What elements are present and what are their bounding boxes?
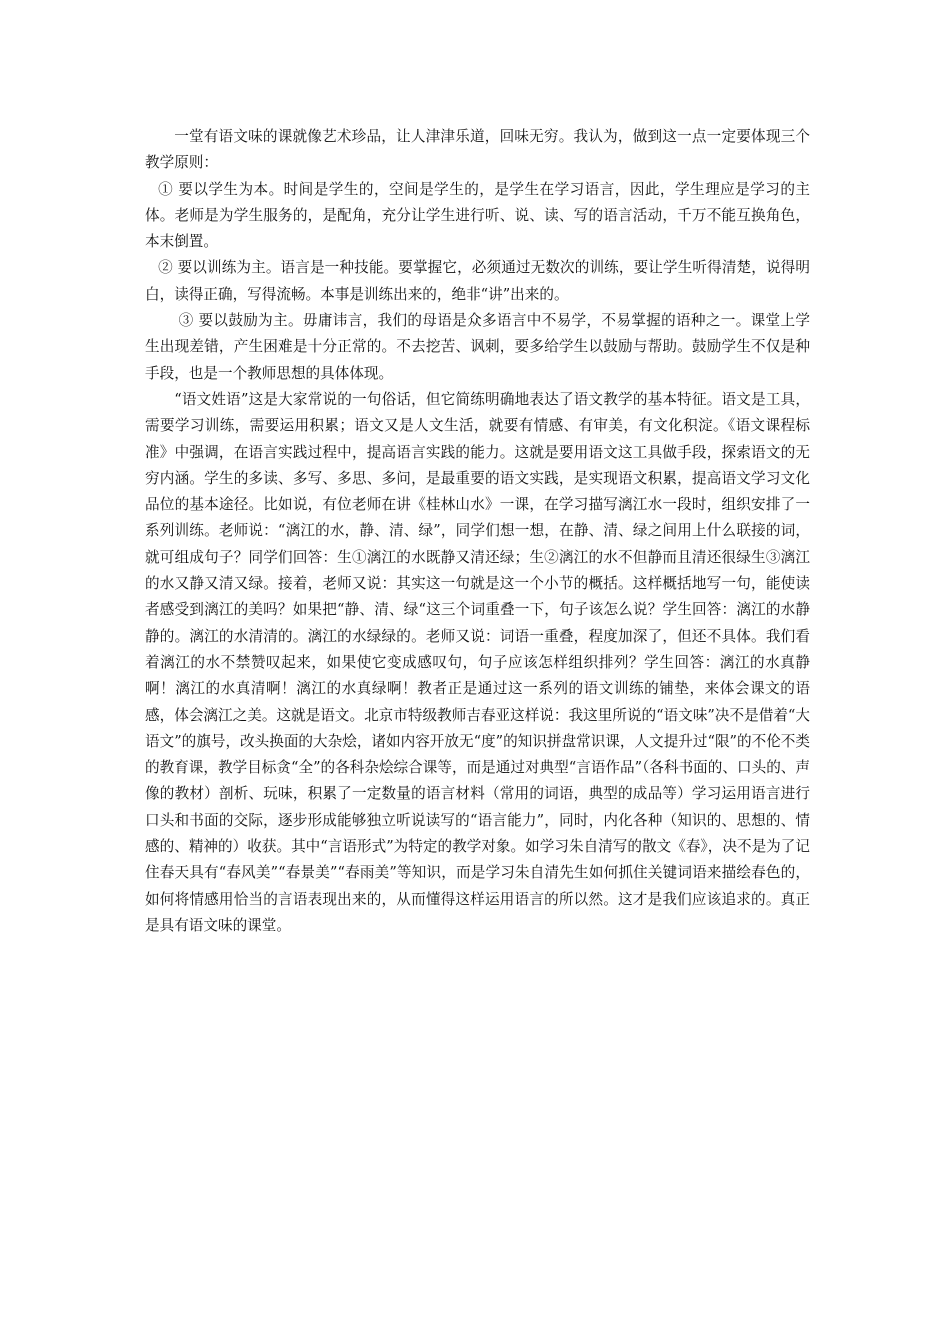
principle-1-paragraph: ① 要以学生为本。时间是学生的，空间是学生的，是学生在学习语言，因此，学生理应是学习的主体。老师是为学生服务的，是配角，充分让学生进行听、说、读、写的语言活动，千万不能互换角色，本末倒置。 bbox=[145, 180, 810, 251]
main-discussion-paragraph: “语文姓语”这是大家常说的一句俗话，但它简练明确地表达了语文教学的基本特征。语文是工具，需要学习训练，需要运用积累；语文又是人文生活，就要有情感、有审美，有文化积淀。《语文课程标准》中强调，在语言实践过程中，提高语言实践的能力。这就是要用语文这工具做手段，探索语文的无穷内涵。学生的多读、多写、多思、多问，是最重要的语文实践，是实现语文积累，提高语文学习文化品位的基本途径。比如说，有位老师在讲《桂林山水》一课，在学习描写漓江水一段时，组织安排了一系列训练。老师说：“漓江的水，静、清、绿”，同学们想一想，在静、清、绿之间用上什么联接的词，就可组成句子？同学们回答：生①漓江的水既静又清还绿；生②漓江的水不但静而且清还很绿生③漓江的水又静又清又绿。接着，老师又说：其实这一句就是这一个小节的概括。这样概括地写一句，能使读者感受到漓江的美吗？如果把“静、清、绿“这三个词重叠一下，句子该怎么说？学生回答：漓江的水静静的。漓江的水清清的。漓江的水绿绿的。老师又说：词语一重叠，程度加深了，但还不具体。我们看着漓江的水不禁赞叹起来，如果使它变成感叹句，句子应该怎样组织排列？学生回答：漓江的水真静啊！漓江的水真清啊！漓江的水真绿啊！教者正是通过这一系列的语文训练的铺垫，来体会课文的语感，体会漓江之美。这就是语文。北京市特级教师吉春亚这样说：我这里所说的“语文味”决不是借着“大语文”的旗号，改头换面的大杂烩，诸如内容开放无“度”的知识拼盘常识课，人文提升过“限”的不伦不类的教育课，教学目标贪“全”的各科杂烩综合课等，而是通过对典型“言语作品”（各科书面的、口头的、声像的教材）剖析、玩味，积累了一定数量的语言材料（常用的词语，典型的成品等）学习运用语言进行口头和书面的交际，逐步形成能够独立听说读写的“语言能力”，同时，内化各种（知识的、思想的、情感的、精神的）收获。其中“言语形式”为特定的教学对象。如学习朱自清写的散文《春》，决不是为了记住春天具有“春风美”“春景美”“春雨美”等知识，而是学习朱自清先生如何抓住关键词语来描绘春色的，如何将情感用恰当的言语表现出来的，从而懂得这样运用语言的所以然。这才是我们应该追求的。真正是具有语文味的课堂。 bbox=[145, 390, 810, 934]
principle-3-paragraph: ③ 要以鼓励为主。毋庸讳言，我们的母语是众多语言中不易学，不易掌握的语种之一。课堂上学生出现差错，产生困难是十分正常的。不去挖苦、讽刺，要多给学生以鼓励与帮助。鼓励学生不仅是种手段，也是一个教师思想的具体体现。 bbox=[145, 312, 810, 382]
intro-paragraph: 一堂有语文味的课就像艺术珍品，让人津津乐道，回味无穷。我认为，做到这一点一定要体现三个教学原则： bbox=[145, 128, 810, 172]
principle-2-paragraph: ② 要以训练为主。语言是一种技能。要掌握它，必须通过无数次的训练，要让学生听得清楚，说得明白，读得正确，写得流畅。本事是训练出来的，绝非“讲”出来的。 bbox=[145, 259, 810, 303]
document-body bbox=[145, 124, 810, 939]
